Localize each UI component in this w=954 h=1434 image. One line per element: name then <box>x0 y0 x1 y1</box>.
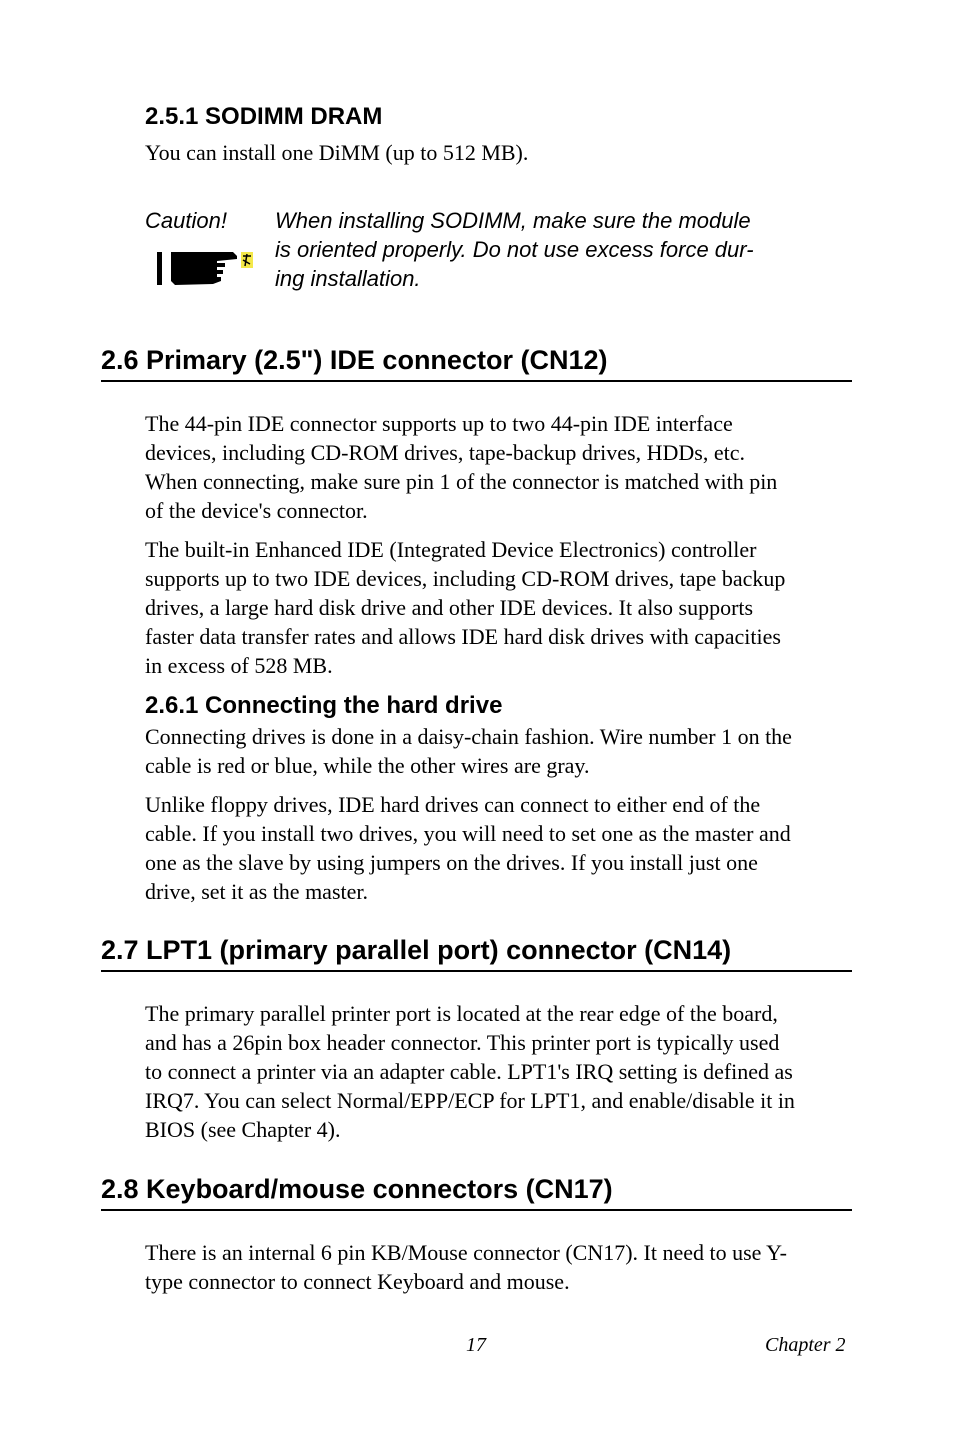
paragraph-lpt1 <box>145 999 857 1144</box>
subsection-heading-2-5-1: 2.5.1 SODIMM DRAM <box>145 103 383 130</box>
subsection-heading-2-6-1: 2.6.1 Connecting the hard drive <box>145 692 503 719</box>
section-heading-2-6: 2.6 Primary (2.5") IDE connector (CN12) <box>101 345 608 375</box>
paragraph-text: The 44-pin IDE connector supports up to two 44-pin IDE interface devices, including CD-ROM drives, tape-backup drives, HDDs, etc. When connecting, make sure pin 1 of the connector is matched with pin of the device's connector. <box>145 411 778 523</box>
section-heading-2-7: 2.7 LPT1 (primary parallel port) connector (CN14) <box>101 935 732 965</box>
paragraph-text: There is an internal 6 pin KB/Mouse connector (CN17). It need to use Y- type connector to connect Keyboard and mouse. <box>145 1240 787 1294</box>
pointing-hand-icon <box>155 248 255 288</box>
caution-text: When installing SODIMM, make sure the module is oriented properly. Do not use excess force dur- ing installation. <box>275 208 754 291</box>
page-number: 17 <box>466 1334 486 1356</box>
paragraph-text: You can install one DiMM (up to 512 MB). <box>145 140 529 165</box>
section-rule <box>101 1209 852 1211</box>
paragraph-text: The built-in Enhanced IDE (Integrated Device Electronics) controller supports up to two IDE devices, including CD-ROM drives, tape backup drives, a large hard disk drive and other IDE devices. It also supports faster data transfer rates and allows IDE hard disk drives with capacities in excess of 528 MB. <box>145 537 786 678</box>
paragraph-text: Connecting drives is done in a daisy-chain fashion. Wire number 1 on the cable is red or blue, while the other wires are gray. <box>145 724 792 778</box>
section-heading-2-8: 2.8 Keyboard/mouse connectors (CN17) <box>101 1174 613 1204</box>
section-rule <box>101 380 852 382</box>
paragraph-hard-drive-1 <box>145 722 857 780</box>
paragraph-ide-2 <box>145 535 857 680</box>
paragraph-text: Unlike floppy drives, IDE hard drives can connect to either end of the cable. If you install two drives, you will need to set one as the master and one as the slave by using jumpers on the drives. If you install just one drive, set it as the master. <box>145 792 791 904</box>
paragraph-sodimm <box>145 138 857 167</box>
caution-label: Caution! <box>145 208 227 233</box>
section-rule <box>101 970 852 972</box>
paragraph-hard-drive-2 <box>145 790 857 906</box>
paragraph-text: The primary parallel printer port is located at the rear edge of the board, and has a 26pin box header connector. This printer port is typically used to connect a printer via an adapter cable. LPT1's IRQ setting is defined as IRQ7. You can select Normal/EPP/ECP for LPT1, and enable/disable it in BIOS (see Chapter 4). <box>145 1001 795 1142</box>
chapter-label: Chapter 2 <box>765 1334 846 1356</box>
paragraph-keyboard-mouse <box>145 1238 857 1296</box>
paragraph-ide-1 <box>145 409 857 525</box>
